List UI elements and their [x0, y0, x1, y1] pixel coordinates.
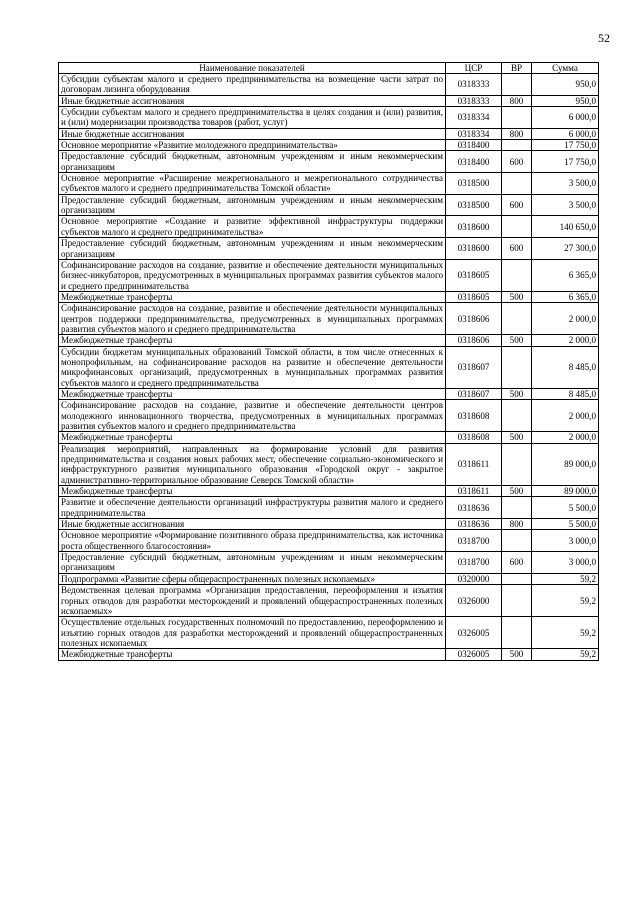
- row-name: Основное мероприятие «Создание и развитие эффективной инфраструктуры поддержки субъектов малого и среднего предпринимательства»: [59, 216, 446, 238]
- row-vr: [502, 140, 532, 151]
- table-row: [59, 303, 599, 335]
- row-csr: 0318500: [446, 194, 502, 216]
- row-sum: 6 365,0: [532, 259, 599, 291]
- row-csr: 0318334: [446, 128, 502, 139]
- row-vr: 600: [502, 552, 532, 574]
- row-vr: 500: [502, 649, 532, 660]
- row-name: Межбюджетные трансферты: [59, 388, 446, 399]
- table-row: [59, 400, 599, 432]
- table-row: [59, 74, 599, 96]
- page-number: 52: [598, 31, 610, 45]
- row-name: Межбюджетные трансферты: [59, 432, 446, 443]
- row-sum: 3 000,0: [532, 552, 599, 574]
- table-row: [59, 530, 599, 552]
- row-name: Основное мероприятие «Формирование позитивного образа предпринимательства, как источника роста общественного благосостояния»: [59, 530, 446, 552]
- row-csr: 0318333: [446, 74, 502, 96]
- row-name: Иные бюджетные ассигнования: [59, 95, 446, 106]
- row-csr: 0318605: [446, 259, 502, 291]
- row-sum: 89 000,0: [532, 486, 599, 497]
- row-sum: 6 000,0: [532, 107, 599, 129]
- row-vr: [502, 443, 532, 485]
- row-sum: 6 000,0: [532, 128, 599, 139]
- row-csr: 0320000: [446, 573, 502, 584]
- row-name: Субсидии бюджетам муниципальных образований Томской области, в том числе отнесенных к монопрофильным, на софинансирование расходов на развитие и обеспечение деятельности микрофинансовых организаций, предусмотренных в муниципальных программах развития субъектов малого и среднего предпринимательства: [59, 346, 446, 388]
- row-vr: [502, 303, 532, 335]
- table-row: [59, 140, 599, 151]
- row-vr: 500: [502, 388, 532, 399]
- table-row: [59, 238, 599, 260]
- row-sum: 59,2: [532, 649, 599, 660]
- row-csr: 0318605: [446, 291, 502, 302]
- table-row: [59, 552, 599, 574]
- table-row: [59, 432, 599, 443]
- table-row: [59, 486, 599, 497]
- table-row: [59, 107, 599, 129]
- row-csr: 0326000: [446, 585, 502, 617]
- table-body: [59, 74, 599, 661]
- row-name: Основное мероприятие «Развитие молодежного предпринимательства»: [59, 140, 446, 151]
- budget-table: [58, 62, 599, 661]
- table-header-row: [59, 63, 599, 74]
- row-csr: 0318607: [446, 346, 502, 388]
- table-row: [59, 335, 599, 346]
- row-vr: 600: [502, 194, 532, 216]
- row-vr: [502, 530, 532, 552]
- row-csr: 0318333: [446, 95, 502, 106]
- row-sum: 5 500,0: [532, 497, 599, 519]
- row-vr: 600: [502, 151, 532, 173]
- table-row: [59, 194, 599, 216]
- table-row: [59, 259, 599, 291]
- row-sum: 5 500,0: [532, 519, 599, 530]
- row-sum: 2 000,0: [532, 303, 599, 335]
- row-csr: 0318607: [446, 388, 502, 399]
- header-name: Наименование показателей: [59, 63, 446, 74]
- row-csr: 0318500: [446, 173, 502, 195]
- table-row: [59, 216, 599, 238]
- row-sum: 8 485,0: [532, 388, 599, 399]
- row-sum: 3 500,0: [532, 194, 599, 216]
- row-vr: [502, 346, 532, 388]
- row-sum: 8 485,0: [532, 346, 599, 388]
- row-vr: [502, 216, 532, 238]
- table-row: [59, 173, 599, 195]
- row-vr: 600: [502, 238, 532, 260]
- row-vr: [502, 585, 532, 617]
- table-row: [59, 617, 599, 649]
- row-name: Развитие и обеспечение деятельности организаций инфраструктуры развития малого и среднего предпринимательства: [59, 497, 446, 519]
- table-row: [59, 443, 599, 485]
- row-sum: 3 500,0: [532, 173, 599, 195]
- table-row: [59, 519, 599, 530]
- row-csr: 0318600: [446, 238, 502, 260]
- row-name: Основное мероприятие «Расширение межрегионального и межрегионального сотрудничества субъектов малого и среднего предпринимательства Томской области»: [59, 173, 446, 195]
- row-name: Предоставление субсидий бюджетным, автономным учреждениям и иным некоммерческим организациям: [59, 151, 446, 173]
- row-vr: 500: [502, 486, 532, 497]
- table-row: [59, 585, 599, 617]
- row-sum: 59,2: [532, 617, 599, 649]
- header-csr: ЦСР: [446, 63, 502, 74]
- row-name: Софинансирование расходов на создание, развитие и обеспечение деятельности центров молодежного инновационного творчества, предусмотренных в муниципальных программах развития субъектов малого и среднего предпринимательства: [59, 400, 446, 432]
- table-row: [59, 649, 599, 660]
- row-sum: 17 750,0: [532, 151, 599, 173]
- row-csr: 0318334: [446, 107, 502, 129]
- row-sum: 950,0: [532, 74, 599, 96]
- row-vr: 500: [502, 432, 532, 443]
- row-name: Подпрограмма «Развитие сферы общераспространенных полезных ископаемых»: [59, 573, 446, 584]
- table-row: [59, 497, 599, 519]
- row-sum: 950,0: [532, 95, 599, 106]
- row-sum: 59,2: [532, 585, 599, 617]
- row-sum: 140 650,0: [532, 216, 599, 238]
- row-name: Субсидии субъектам малого и среднего предпринимательства в целях создания и (или) развития, и (или) модернизации производства товаров (работ, услуг): [59, 107, 446, 129]
- row-name: Осуществление отдельных государственных полномочий по предоставлению, переоформлению и изъятию горных отводов для разработки месторождений и проявлений общераспространенных полезных ископаемых: [59, 617, 446, 649]
- row-name: Предоставление субсидий бюджетным, автономным учреждениям и иным некоммерческим организациям: [59, 552, 446, 574]
- row-csr: 0318400: [446, 151, 502, 173]
- header-sum: Сумма: [532, 63, 599, 74]
- row-vr: 800: [502, 519, 532, 530]
- row-csr: 0326005: [446, 649, 502, 660]
- row-name: Софинансирование расходов на создание, развитие и обеспечение деятельности муниципальных центров поддержки предпринимательства, предусмотренных в муниципальных программах развития субъектов малого и среднего предпринимательства: [59, 303, 446, 335]
- row-sum: 17 750,0: [532, 140, 599, 151]
- row-csr: 0318611: [446, 486, 502, 497]
- row-vr: 800: [502, 95, 532, 106]
- row-csr: 0326005: [446, 617, 502, 649]
- row-csr: 0318606: [446, 303, 502, 335]
- row-csr: 0318600: [446, 216, 502, 238]
- row-vr: 500: [502, 335, 532, 346]
- row-csr: 0318608: [446, 432, 502, 443]
- row-csr: 0318611: [446, 443, 502, 485]
- row-csr: 0318700: [446, 530, 502, 552]
- header-vr: ВР: [502, 63, 532, 74]
- row-name: Предоставление субсидий бюджетным, автономным учреждениям и иным некоммерческим организациям: [59, 238, 446, 260]
- row-csr: 0318636: [446, 519, 502, 530]
- row-name: Межбюджетные трансферты: [59, 649, 446, 660]
- row-vr: 500: [502, 291, 532, 302]
- row-sum: 3 000,0: [532, 530, 599, 552]
- row-vr: [502, 259, 532, 291]
- table-row: [59, 388, 599, 399]
- table-row: [59, 95, 599, 106]
- table-row: [59, 573, 599, 584]
- table-row: [59, 151, 599, 173]
- row-vr: [502, 573, 532, 584]
- row-sum: 2 000,0: [532, 432, 599, 443]
- row-vr: [502, 497, 532, 519]
- row-name: Субсидии субъектам малого и среднего предпринимательства на возмещение части затрат по договорам лизинга оборудования: [59, 74, 446, 96]
- row-sum: 89 000,0: [532, 443, 599, 485]
- row-sum: 2 000,0: [532, 335, 599, 346]
- row-name: Реализация мероприятий, направленных на формирование условий для развития предпринимательства и создания новых рабочих мест, обеспечение социально-экономического и инфраструктурного развития муниципального образования «Городской округ - закрытое административно-территориальное образование Северск Томской области»: [59, 443, 446, 485]
- row-name: Софинансирование расходов на создание, развитие и обеспечение деятельности муниципальных бизнес-инкубаторов, предусмотренных в муниципальных программах развития субъектов малого и среднего предпринимательства: [59, 259, 446, 291]
- row-sum: 59,2: [532, 573, 599, 584]
- row-vr: [502, 107, 532, 129]
- row-vr: 800: [502, 128, 532, 139]
- row-csr: 0318636: [446, 497, 502, 519]
- table-row: [59, 291, 599, 302]
- row-name: Межбюджетные трансферты: [59, 335, 446, 346]
- row-vr: [502, 173, 532, 195]
- row-csr: 0318400: [446, 140, 502, 151]
- row-sum: 2 000,0: [532, 400, 599, 432]
- row-sum: 6 365,0: [532, 291, 599, 302]
- row-sum: 27 300,0: [532, 238, 599, 260]
- row-vr: [502, 74, 532, 96]
- row-csr: 0318700: [446, 552, 502, 574]
- row-csr: 0318608: [446, 400, 502, 432]
- row-csr: 0318606: [446, 335, 502, 346]
- row-vr: [502, 400, 532, 432]
- row-vr: [502, 617, 532, 649]
- table-row: [59, 128, 599, 139]
- row-name: Межбюджетные трансферты: [59, 291, 446, 302]
- row-name: Межбюджетные трансферты: [59, 486, 446, 497]
- row-name: Иные бюджетные ассигнования: [59, 128, 446, 139]
- row-name: Иные бюджетные ассигнования: [59, 519, 446, 530]
- row-name: Предоставление субсидий бюджетным, автономным учреждениям и иным некоммерческим организациям: [59, 194, 446, 216]
- row-name: Ведомственная целевая программа «Организация предоставления, переоформления и изъятия горных отводов для разработки месторождений и проявлений общераспространенных полезных ископаемых»: [59, 585, 446, 617]
- table-row: [59, 346, 599, 388]
